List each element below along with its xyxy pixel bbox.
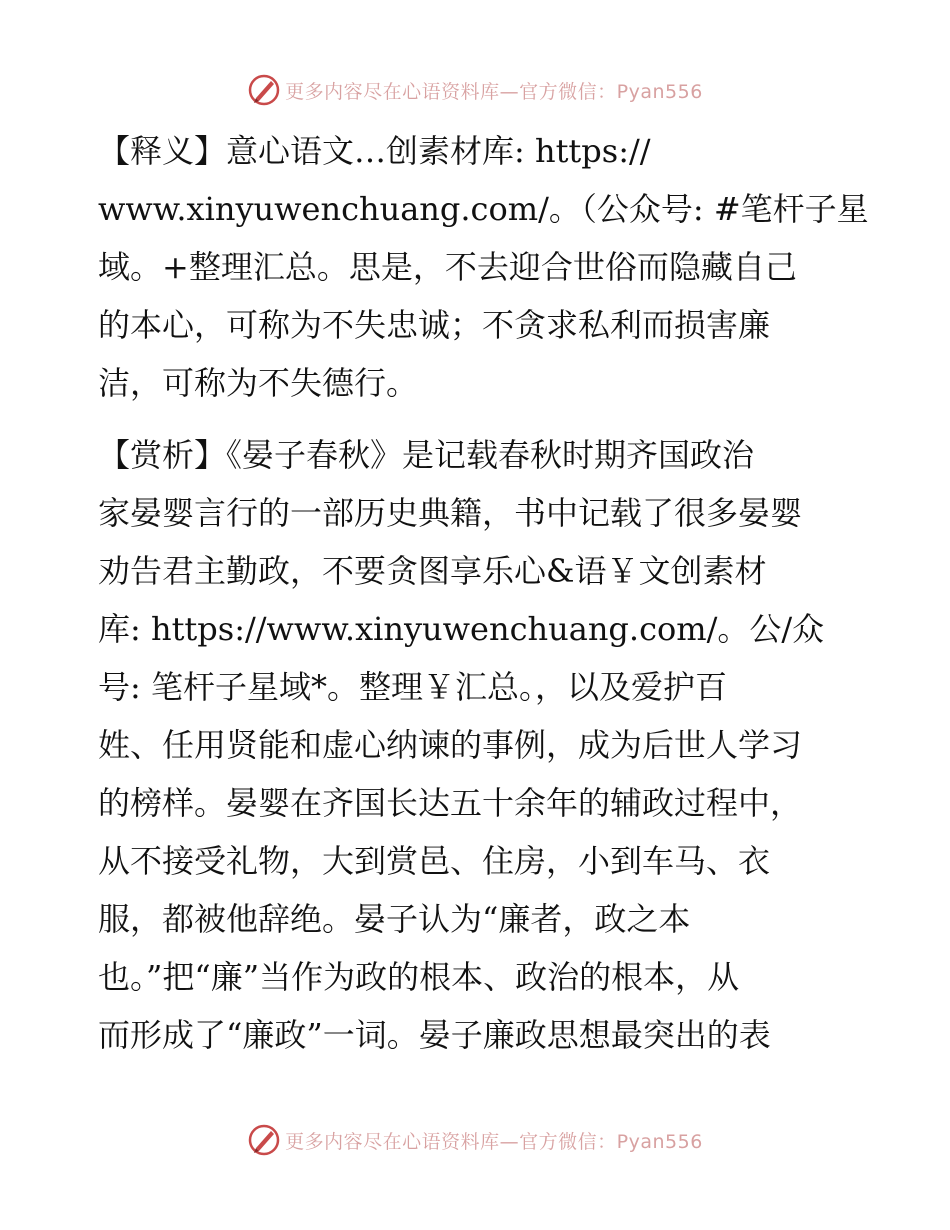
- header-banner: [0, 70, 950, 110]
- paragraph-definition: [98, 122, 869, 412]
- header-banner-text: [285, 77, 703, 104]
- text-line: 域。+整理汇总。思是，不去迎合世俗而隐藏自己: [98, 248, 797, 286]
- footer-banner-text: [285, 1127, 703, 1154]
- footer-text: 更多内容尽在心语资料库—官方微信：: [285, 1130, 617, 1153]
- text-line: 家晏婴言行的一部历史典籍，书中记载了很多晏婴: [98, 494, 803, 532]
- text-line: www.xinyuwenchuang.com/。（公众号: #笔杆子星: [98, 190, 869, 228]
- text-line: 也。”把“廉”当作为政的根本、政治的根本，从: [98, 958, 740, 996]
- footer-wechat-id: Pyan556: [616, 1130, 703, 1153]
- document-body: [98, 122, 869, 1064]
- paragraph-analysis: [98, 426, 858, 1064]
- text-line: 姓、任用贤能和虚心纳谏的事例，成为后世人学习: [98, 726, 803, 764]
- text-line: 而形成了“廉政”一词。晏子廉政思想最突出的表: [98, 1016, 771, 1054]
- text-line: 服，都被他辞绝。晏子认为“廉者，政之本: [98, 900, 691, 938]
- header-text: 更多内容尽在心语资料库—官方微信：: [285, 80, 617, 103]
- text-line: 从不接受礼物，大到赏邑、住房，小到车马、衣: [98, 842, 771, 880]
- text-line: 的本心，可称为不失忠诚；不贪求私利而损害廉: [98, 306, 771, 344]
- footer-banner: [0, 1120, 950, 1160]
- text-line: 洁，可称为不失德行。: [98, 364, 419, 402]
- quill-logo-icon: [247, 73, 281, 107]
- quill-logo-icon: [247, 1123, 281, 1157]
- text-line: 【释义】意心语文…创素材库: https://: [98, 132, 651, 170]
- text-line: 【赏析】《晏子春秋》是记载春秋时期齐国政治: [98, 436, 755, 474]
- text-line: 的榜样。晏婴在齐国长达五十余年的辅政过程中，: [98, 784, 803, 822]
- text-line: 号: 笔杆子星域*。整理￥汇总。，以及爱护百: [98, 668, 727, 706]
- header-wechat-id: Pyan556: [616, 80, 703, 103]
- text-line: 劝告君主勤政，不要贪图享乐心&语￥文创素材: [98, 552, 767, 590]
- text-line: 库: https://www.xinyuwenchuang.com/。公/众: [98, 610, 825, 648]
